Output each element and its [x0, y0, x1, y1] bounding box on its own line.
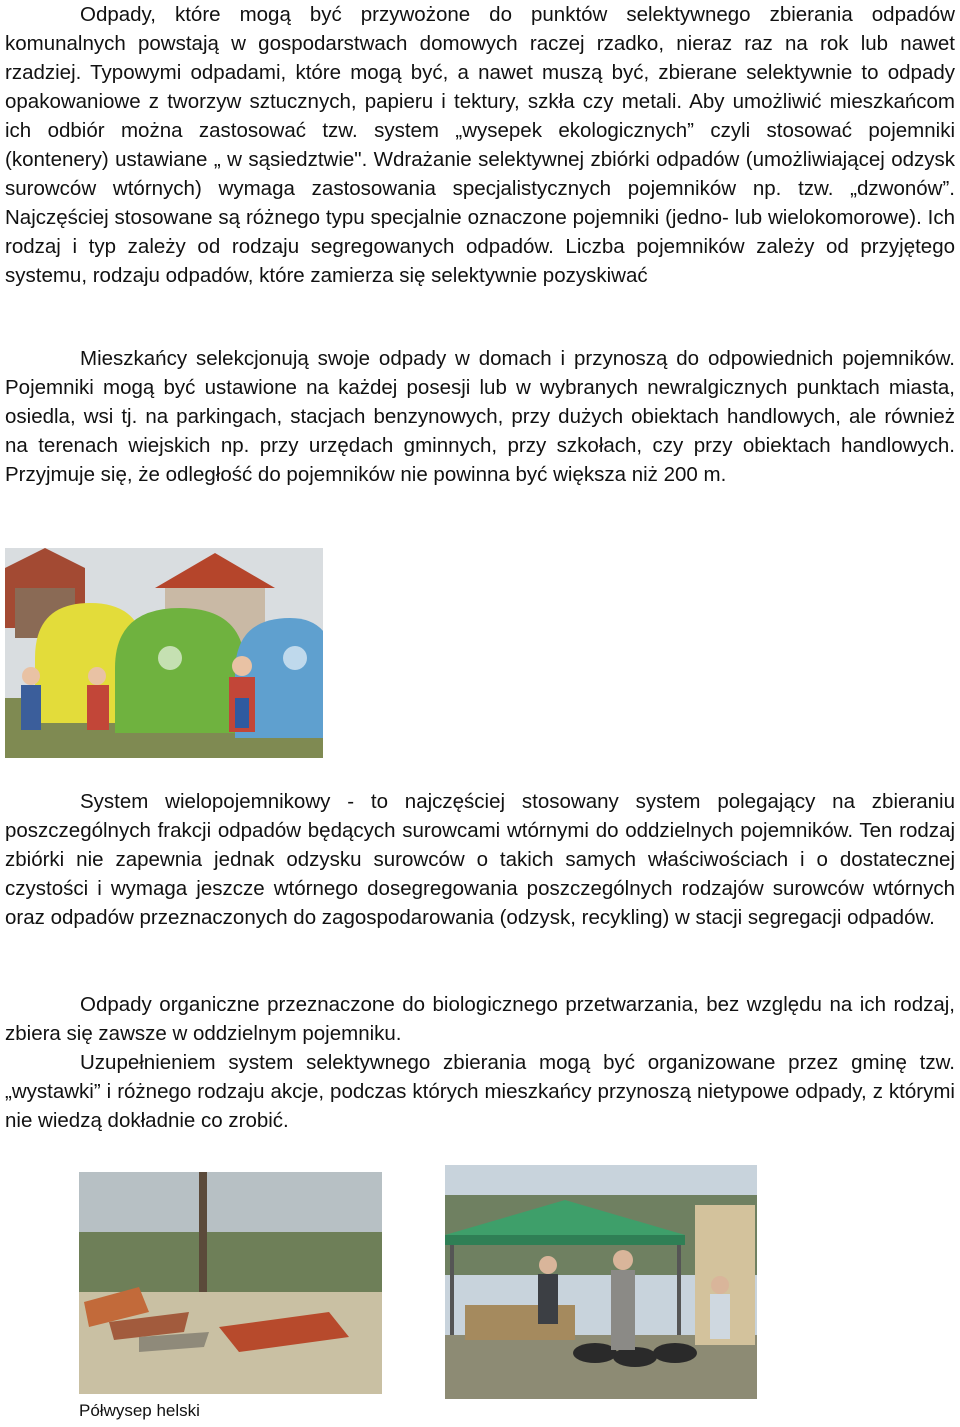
- dumped-waste-photo: [79, 1172, 382, 1394]
- photo-caption: Półwysep helski: [79, 1401, 200, 1420]
- child-figure: [88, 667, 106, 685]
- recycling-bins-illustration: [5, 548, 323, 758]
- child-figure: [232, 656, 252, 676]
- pallets: [465, 1305, 575, 1340]
- tyre: [653, 1343, 697, 1363]
- green-bin: [115, 608, 245, 733]
- child-figure: [22, 667, 40, 685]
- tyre: [573, 1343, 617, 1363]
- trees: [79, 1232, 382, 1292]
- multi-bin-body: to najczęściej stosowany system polegający na zbieraniu poszczególnych frakcji odpadów będących surowcami wtórnymi do oddzielnych pojemników. Ten rodzaj zbiórki nie zapewnia jednak odzysku surowców o takich samych właściwościach i o dostatecznej czystości i wymaga jeszcze wtórnego dosegregowania poszczególnych rodzajów surowców wtórnych oraz odpadów przeznaczonych do zagospodarowania (odzysk, recykling) w stacji segregacji odpadów.: [5, 790, 955, 929]
- person-figure: [539, 1256, 557, 1274]
- person-figure: [613, 1250, 633, 1270]
- residents-paragraph: [5, 344, 955, 489]
- child-figure: [711, 1276, 729, 1294]
- multi-bin-lead: System wielopojemnikowy -: [80, 790, 355, 813]
- collection-events-text: Uzupełnieniem system selektywnego zbierania mogą być organizowane przez gminę tzw. „wystawki” i różnego rodzaju akcje, podczas których mieszkańcy przynoszą nietypowe odpady, z którymi nie wiedzą dokładnie co zrobić.: [5, 1051, 955, 1132]
- recycling-bins-photo: [5, 548, 323, 758]
- dumped-waste-illustration: [79, 1172, 382, 1394]
- intro-paragraph-text: Odpady, które mogą być przywożone do punktów selektywnego zbierania odpadów komunalnych powstają w gospodarstwach domowych raczej rzadko, nieraz raz na rok lub nawet rzadziej. Typowymi odpadami, które mogą być, a nawet muszą być, zbierane selektywnie to odpady opakowaniowe z tworzyw sztucznych, papieru i tektury, szkła czy metali. Aby umożliwić mieszkańcom ich odbiór można zastosować tzw. system „wysepek ekologicznych” czyli stosować pojemniki (kontenery) ustawiane „ w sąsiedztwie". Wdrażanie selektywnej zbiórki odpadów (umożliwiającej odzysk surowców wtórnych) wymaga zastosowania specjalistycznych pojemników np. tzw. „dzwonów”. Najczęściej stosowane są różnego typu specjalnie oznaczone pojemniki (jedno- lub wielokomorowe). Ich rodzaj i typ zależy od rodzaju segregowanych odpadów. Liczba pojemników zależy od przyjętego systemu, rodzaju odpadów, które zamierza się selektywnie pozyskiwać: [5, 3, 955, 287]
- multi-bin-system-paragraph: [5, 787, 955, 932]
- collection-event-photo: [445, 1165, 757, 1399]
- intro-paragraph: [5, 0, 955, 290]
- collection-event-illustration: [445, 1165, 757, 1399]
- collection-events-paragraph: [5, 1048, 955, 1135]
- organic-waste-paragraph: [5, 990, 955, 1048]
- organic-waste-text: Odpady organiczne przeznaczone do biologicznego przetwarzania, bez względu na ich rodzaj, zbiera się zawsze w oddzielnym pojemniku.: [5, 993, 955, 1045]
- residents-paragraph-text: Mieszkańcy selekcjonują swoje odpady w domach i przynoszą do odpowiednich pojemników. Pojemniki mogą być ustawione na każdej posesji lub w wybranych newralgicznych punktach miasta, osiedla, wsi tj. na parkingach, stacjach benzynowych, przy dużych obiektach handlowych, ale również na terenach wiejskich np. przy urzędach gminnych, przy szkołach, czy przy obiektach handlowych. Przyjmuje się, że odległość do pojemników nie powinna być większa niż 200 m.: [5, 347, 955, 486]
- sky: [79, 1172, 382, 1242]
